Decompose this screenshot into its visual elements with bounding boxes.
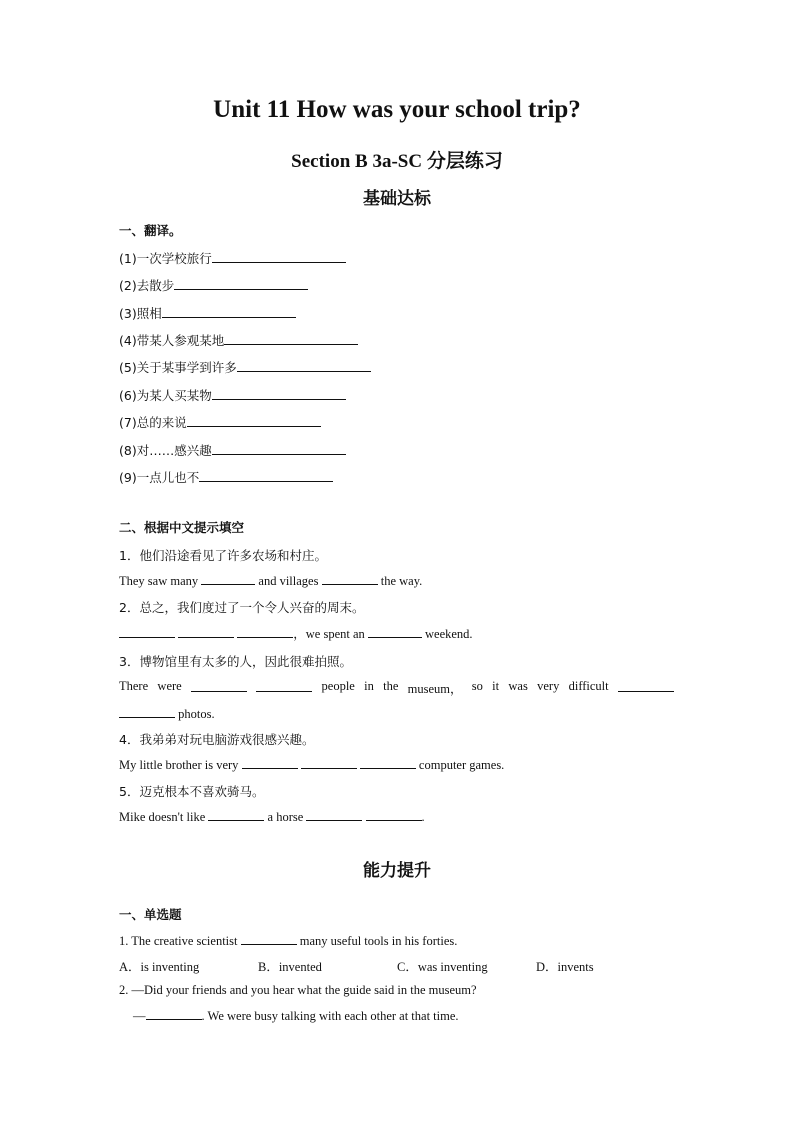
mc-q1-option-b[interactable]: B．invented <box>258 960 322 974</box>
section-subtitle: Section B 3a-SC 分层练习 <box>291 151 503 172</box>
answer-blank[interactable] <box>224 332 358 345</box>
fill-q3-english-cont: photos. <box>119 705 215 722</box>
answer-blank[interactable] <box>146 1007 202 1020</box>
fill-q4-chinese: 4．我弟弟对玩电脑游戏很感兴趣。 <box>119 732 315 747</box>
answer-blank[interactable] <box>187 414 321 427</box>
answer-blank[interactable] <box>360 756 416 769</box>
fill-q4-english: My little brother is very computer games. <box>119 758 505 772</box>
answer-blank[interactable] <box>212 387 346 400</box>
answer-blank[interactable] <box>237 359 371 372</box>
part3-heading: 一、单选题 <box>119 907 182 922</box>
part2-heading: 二、根据中文提示填空 <box>119 520 245 535</box>
translate-item-4: (4)带某人参观某地 <box>119 331 358 349</box>
translate-item-1: (1)一次学校旅行 <box>119 249 346 267</box>
translate-item-7: (7)总的来说 <box>119 413 321 431</box>
answer-blank[interactable] <box>201 572 255 585</box>
mc-q1-stem: 1. The creative scientist many useful tools in his forties. <box>119 934 458 948</box>
translate-item-9: (9)一点儿也不 <box>119 468 333 486</box>
translate-item-8: (8)对……感兴趣 <box>119 441 346 459</box>
answer-blank[interactable] <box>212 250 346 263</box>
mc-q1-option-a[interactable]: A．is inventing <box>119 960 200 974</box>
fill-q3-chinese: 3．博物馆里有太多的人，因此很难拍照。 <box>119 654 352 669</box>
translate-item-2: (2)去散步 <box>119 276 308 294</box>
fill-q1-english: They saw many and villages the way. <box>119 574 423 588</box>
answer-blank[interactable] <box>162 305 296 318</box>
fill-q1-chinese: 1．他们沿途看见了许多农场和村庄。 <box>119 548 327 563</box>
fill-q3-english: There were people in the museum， so it was very difficult <box>119 679 674 697</box>
answer-blank[interactable] <box>306 808 362 821</box>
answer-blank[interactable] <box>212 442 346 455</box>
part1-heading: 一、翻译。 <box>119 223 182 238</box>
mc-q1-option-c[interactable]: C．was inventing <box>397 960 488 974</box>
answer-blank[interactable] <box>241 932 297 945</box>
answer-blank[interactable] <box>301 756 357 769</box>
translate-item-5: (5)关于某事学到许多 <box>119 358 371 376</box>
answer-blank[interactable] <box>174 277 308 290</box>
fill-q5-english: Mike doesn't like a horse . <box>119 810 425 824</box>
answer-blank[interactable] <box>368 625 422 638</box>
fill-q5-chinese: 5．迈克根本不喜欢骑马。 <box>119 784 265 799</box>
mc-q2-reply: — . We were busy talking with each other at that time. <box>133 1009 459 1023</box>
answer-blank[interactable] <box>322 572 378 585</box>
fill-q2-english: ，we spent an weekend. <box>119 624 473 642</box>
answer-blank[interactable] <box>178 625 234 638</box>
answer-blank[interactable] <box>618 679 674 692</box>
level-heading-advanced: 能力提升 <box>363 861 431 880</box>
fill-q2-chinese: 2．总之，我们度过了一个令人兴奋的周末。 <box>119 600 365 615</box>
translate-item-6: (6)为某人买某物 <box>119 386 346 404</box>
answer-blank[interactable] <box>119 705 175 718</box>
answer-blank[interactable] <box>366 808 422 821</box>
answer-blank[interactable] <box>256 679 312 692</box>
mc-q2-stem: 2. —Did your friends and you hear what the guide said in the museum? <box>119 983 477 997</box>
answer-blank[interactable] <box>191 679 247 692</box>
answer-blank[interactable] <box>208 808 264 821</box>
mc-q1-option-d[interactable]: D．invents <box>536 960 594 974</box>
answer-blank[interactable] <box>119 625 175 638</box>
level-heading-basic: 基础达标 <box>363 189 431 208</box>
answer-blank[interactable] <box>237 625 293 638</box>
answer-blank[interactable] <box>242 756 298 769</box>
answer-blank[interactable] <box>199 469 333 482</box>
page-title: Unit 11 How was your school trip? <box>213 96 581 123</box>
translate-item-3: (3)照相 <box>119 304 296 322</box>
